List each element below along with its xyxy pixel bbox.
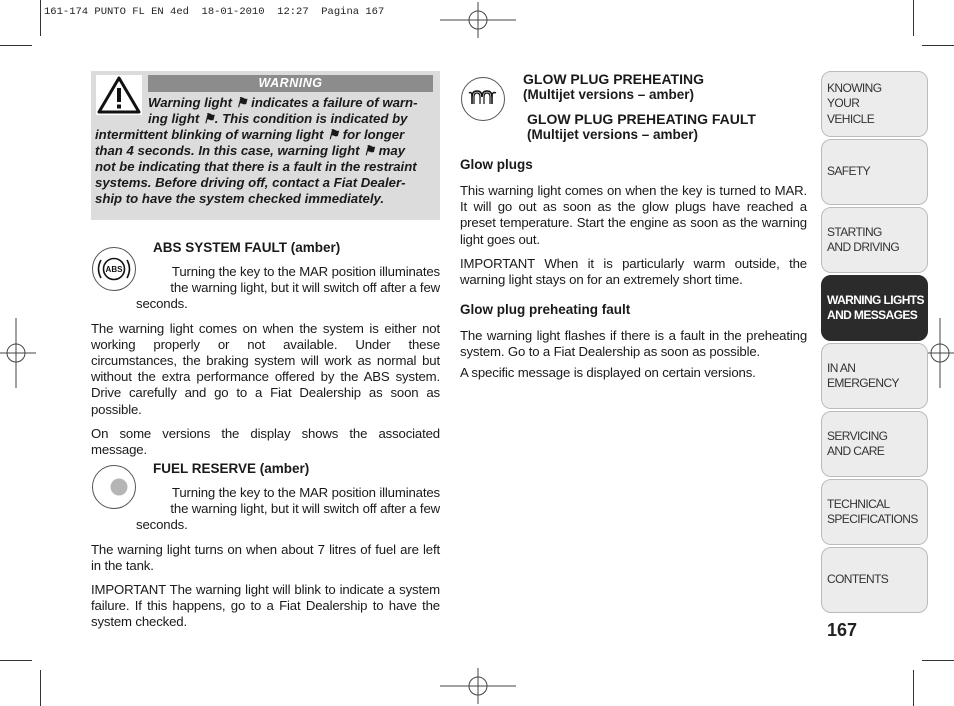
glow-title-1: GLOW PLUG PREHEATING [523,71,704,87]
glow-title-2: GLOW PLUG PREHEATING FAULT [527,111,756,127]
warning-line: Warning light ⚑ indicates a failure of warn- [148,95,418,110]
warning-box [91,71,440,220]
fuel-paragraph-1: The warning light turns on when about 7 litres of fuel are left in the tank. [91,541,440,573]
glow-subtitle-1: (Multijet versions – amber) [523,87,695,102]
fuel-title [91,461,440,477]
print-header: 161-174 PUNTO FL EN 4ed 18-01-2010 12:27 Pagina 167 [44,6,385,18]
warning-text [95,95,435,207]
warning-line: ship to have the system checked immediately. [95,191,385,206]
tab-safety[interactable] [821,139,928,205]
tab-warning-lights-and-messages[interactable] [821,275,928,341]
left-column [91,71,440,630]
tab-technical-specifications[interactable] [821,479,928,545]
warning-line: systems. Before driving off, contact a Fiat Dealer- [95,175,406,190]
tab-servicing-and-care[interactable] [821,411,928,477]
warning-line: ing light ⚑. This condition is indicated by [148,111,408,126]
tab-label: IN AN [827,360,856,375]
registration-mark-bottom [440,668,516,704]
tab-label: SAFETY [827,164,871,179]
middle-column [460,71,807,389]
registration-mark-top [440,2,516,38]
fuel-reserve-icon [92,465,136,509]
tab-label: AND MESSAGES [827,308,918,322]
fuel-section [91,461,440,639]
abs-title-text: ABS SYSTEM FAULT [153,240,288,255]
glow-plugs-heading: Glow plugs [460,157,533,172]
tab-label: SPECIFICATIONS [827,512,918,526]
tab-label: EMERGENCY [827,376,899,390]
glow-fault-heading: Glow plug preheating fault [460,302,631,318]
registration-mark-left [0,318,36,388]
tab-starting-and-driving[interactable] [821,207,928,273]
warning-line: not be indicating that there is a fault in the restraint [95,159,417,174]
abs-paragraph-2: On some versions the display shows the associated message. [91,425,440,458]
tab-label: KNOWING [827,80,882,95]
tab-label: AND CARE [827,444,885,458]
abs-icon-label: ABS [105,265,123,274]
warning-line: than 4 seconds. In this case, warning light ⚑ may [95,143,406,158]
fuel-intro-line: seconds. [136,517,188,533]
fuel-intro [91,485,440,534]
warning-banner: WARNING [148,75,433,92]
fuel-intro-line: Turning the key to the MAR position illuminates [171,485,440,500]
abs-paragraph-1: The warning light comes on when the system is either not working properly or not available. Under these circumstances, the braking system will work as normal but without the extra performance offered by the ABS system. Drive carefully and go to a Fiat Dealership as soon as possible. [91,320,440,417]
fuel-title-suffix: (amber) [259,461,310,476]
glow-subtitle-2: (Multijet versions – amber) [527,127,699,142]
abs-section [91,240,440,466]
tab-label: WARNING LIGHTS [827,292,924,307]
glow-plug-icon [461,77,505,121]
abs-title [91,240,440,256]
abs-intro [91,264,440,313]
abs-intro-line: Turning the key to the MAR position illuminates [171,264,440,279]
glow-fault-paragraph-1: The warning light flashes if there is a fault in the preheating system. Go to a Fiat Dealership as soon as possible. [460,328,807,360]
abs-intro-line: the warning light, but it will switch off after a few [170,280,440,296]
tab-label: AND DRIVING [827,240,900,254]
fuel-title-text: FUEL RESERVE [153,461,257,476]
tab-label: SERVICING [827,428,888,443]
tab-in-an-emergency[interactable] [821,343,928,409]
tab-label: CONTENTS [827,572,889,587]
tab-label: STARTING [827,224,882,239]
glow-title-block [460,71,807,143]
tab-knowing-your-vehicle[interactable] [821,71,928,137]
abs-title-suffix: (amber) [290,240,341,255]
abs-intro-line: seconds. [136,296,188,312]
abs-warning-icon [92,247,136,291]
glow-fault-paragraph-2: A specific message is displayed on certain versions. [460,364,756,380]
glow-plugs-paragraph-2: IMPORTANT When it is particularly warm outside, the warning light stays on for an extremely short time. [460,255,807,288]
tab-label: YOUR [827,96,860,111]
tab-label: TECHNICAL [827,496,890,511]
page-number: 167 [827,620,858,640]
tab-label: VEHICLE [827,111,875,126]
warning-line: intermittent blinking of warning light ⚑ for longer [95,127,405,142]
tab-contents[interactable] [821,547,928,613]
fuel-paragraph-2: IMPORTANT The warning light will blink to indicate a system failure. If this happens, go to a Fiat Dealership to have the system checked. [91,582,440,630]
glow-plugs-paragraph-1: This warning light comes on when the key is turned to MAR. It will go out as soon as the glow plugs have reached a preset temperature. Start the engine as soon as the warning light goes out. [460,183,807,247]
fuel-intro-line: the warning light, but it will switch off after a few [170,501,440,517]
